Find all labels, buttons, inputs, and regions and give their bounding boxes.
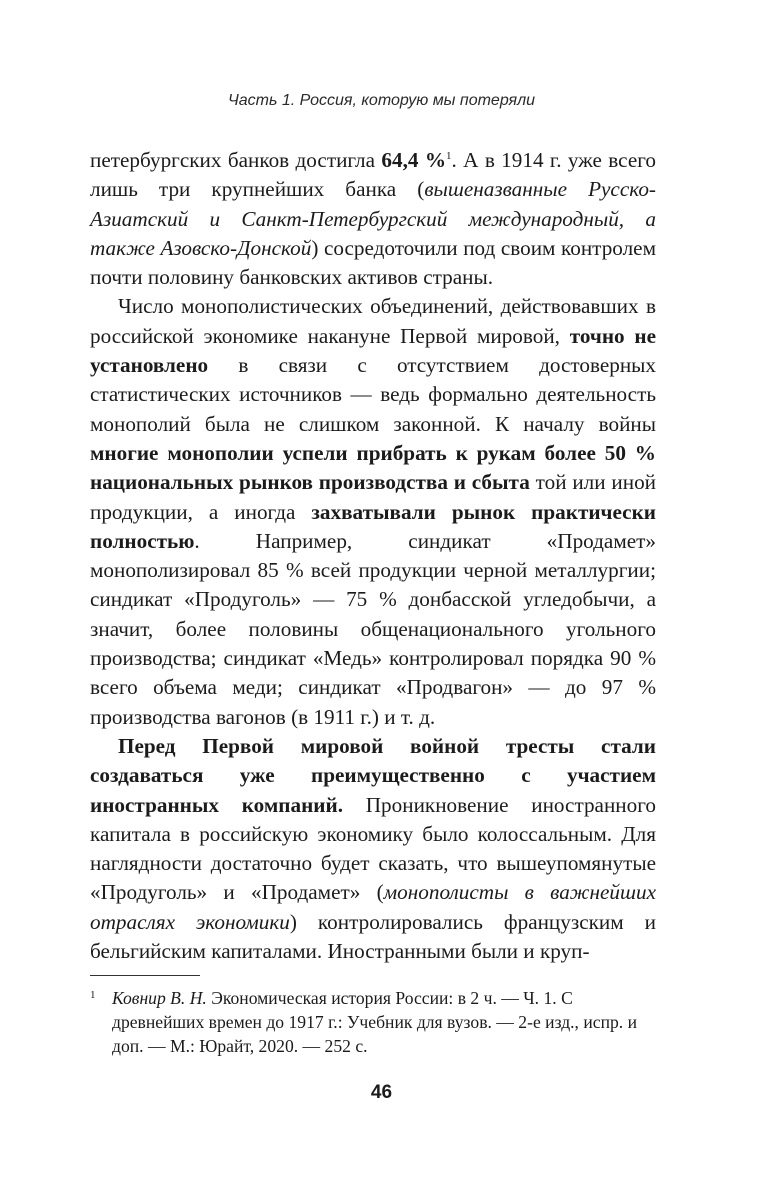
footnote-author: Ковнир В. Н. bbox=[112, 988, 207, 1008]
paragraph bbox=[90, 732, 656, 966]
footnote-citation: Экономическая история России: в 2 ч. — Ч. 1. С древнейших времен до 1917 г.: Учебник для вузов. — 2-е изд., испр. и доп. — М.: Юрайт, 2020. — 252 с. bbox=[112, 988, 637, 1056]
text-run: той или иной продукции, а иногда bbox=[90, 470, 656, 524]
page-number: 46 bbox=[370, 1082, 393, 1103]
body-text bbox=[90, 146, 656, 966]
text-run: в связи с отсутствием достоверных статистических источников — ведь формально деятельность монополий была не слишком законной. К началу войны bbox=[90, 353, 656, 436]
text-run: Проникновение иностранного капитала в российскую экономику было колоссальным. Для наглядности достаточно будет сказать, что вышеупомянутые «Продуголь» и «Продамет» ( bbox=[90, 792, 656, 905]
footnote bbox=[90, 987, 656, 1058]
footnote-text bbox=[112, 987, 656, 1058]
italic-text: монополисты в важнейших отраслях экономики bbox=[90, 880, 656, 934]
text-run: петербургских банков достигла bbox=[90, 148, 382, 172]
bold-text: точно не установлено bbox=[90, 323, 656, 378]
italic-text: вышеназванные Русско-Азиатский и Санкт-Петербургский международный, а также Азовско-Донской bbox=[90, 177, 656, 260]
text-run: . Например, синдикат «Продамет» монополизировал 85 % всей продукции черной металлургии; синдикат «Продуголь» — 75 % донбасской угледобычи, а значит, более половины общенационального угольного производства; синдикат «Медь» контролировал порядка 90 % всего объема меди; синдикат «Продвагон» — до 97 % производства вагонов (в 1911 г.) и т. д. bbox=[90, 528, 656, 729]
text-run: . А в 1914 г. уже всего лишь три крупнейших банка ( bbox=[90, 148, 657, 202]
running-header: Часть 1. Россия, которую мы потеряли bbox=[227, 92, 536, 109]
bold-text: захватывали рынок практически полностью bbox=[90, 499, 656, 553]
footnote-rule bbox=[90, 975, 200, 976]
footnote-number: 1 bbox=[90, 989, 96, 1001]
bold-text: 64,4 % bbox=[381, 148, 447, 172]
paragraph bbox=[90, 146, 656, 292]
text-run: ) сосредоточили под своим контролем почти половину банковских активов страны. bbox=[90, 235, 656, 290]
bold-text: Перед Первой мировой войной тресты стали создаваться уже преимущественно с участием иностранных компаний. bbox=[90, 733, 656, 817]
text-run: Число монополистических объединений, действовавших в российской экономике накануне Первой мировой, bbox=[90, 294, 656, 348]
text-run: ) контролировались французским и бельгийским капиталами. Иностранными были и круп- bbox=[90, 909, 656, 964]
bold-text: многие монополии успели прибрать к рукам более 50 % национальных рынков производства и сбыта bbox=[90, 440, 656, 495]
footnote-reference: 1 bbox=[446, 149, 452, 162]
paragraph bbox=[90, 292, 656, 731]
